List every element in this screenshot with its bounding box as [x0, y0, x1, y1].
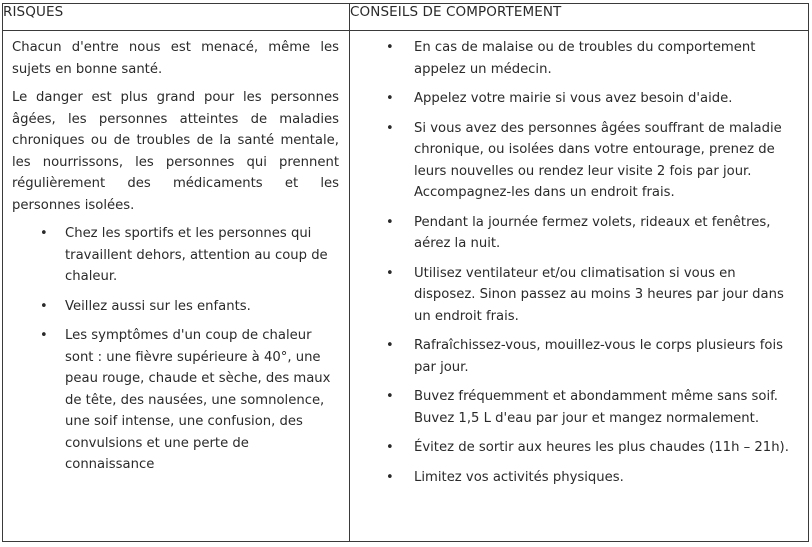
advice-bullet-text: En cas de malaise ou de troubles du comportement appelez un médecin.	[414, 40, 756, 77]
advice-bullet-text: Buvez fréquemment et abondamment même sans soif. Buvez 1,5 L d'eau par jour et mangez normalement.	[414, 389, 778, 426]
bullet-icon: •	[40, 226, 48, 241]
bullet-icon: •	[386, 469, 394, 485]
bullet-icon: •	[386, 338, 394, 353]
list-item	[350, 212, 798, 255]
advice-bullet-list	[350, 37, 798, 488]
risks-paragraph: Le danger est plus grand pour les personnes âgées, les personnes atteintes de maladies chroniques ou de troubles de la santé mentale, les nourrissons, les personnes qui prennent régulièrement des médicaments et les personnes isolées.	[12, 90, 339, 213]
advice-bullet-text: Évitez de sortir aux heures les plus chaudes (11h – 21h).	[414, 440, 789, 455]
list-item	[350, 88, 798, 110]
bullet-icon: •	[386, 91, 394, 106]
risks-cell	[3, 31, 350, 542]
list-item	[350, 263, 798, 328]
bullet-icon: •	[386, 120, 394, 136]
bullet-icon: •	[386, 214, 394, 230]
table-body-row	[3, 31, 809, 542]
list-item	[12, 325, 339, 476]
risks-bullet-text: Chez les sportifs et les personnes qui travaillent dehors, attention au coup de chaleur.	[65, 226, 328, 284]
advice-bullet-text: Pendant la journée fermez volets, rideaux et fenêtres, aérez la nuit.	[414, 214, 771, 251]
header-advice: CONSEILS DE COMPORTEMENT	[350, 4, 809, 31]
list-item	[350, 118, 798, 204]
header-risks: RISQUES	[3, 4, 350, 31]
list-item	[350, 335, 798, 378]
list-item	[350, 386, 798, 429]
list-item	[350, 437, 798, 459]
bullet-icon: •	[386, 40, 394, 55]
advice-bullet-text: Rafraîchissez-vous, mouillez-vous le corps plusieurs fois par jour.	[414, 338, 783, 375]
list-item	[350, 467, 798, 489]
bullet-icon: •	[386, 389, 394, 404]
risks-bullet-text: Veillez aussi sur les enfants.	[65, 298, 251, 314]
risks-paragraph: Chacun d'entre nous est menacé, même les sujets en bonne santé.	[12, 40, 339, 77]
bullet-icon: •	[40, 298, 48, 314]
advice-bullet-text: Utilisez ventilateur et/ou climatisation si vous en disposez. Sinon passez au moins 3 heures par jour dans un endroit frais.	[414, 265, 784, 324]
advice-bullet-text: Limitez vos activités physiques.	[414, 469, 624, 485]
advice-cell	[350, 31, 809, 542]
heatwave-table	[2, 3, 809, 542]
list-item	[12, 296, 339, 318]
advice-bullet-text: Appelez votre mairie si vous avez besoin d'aide.	[414, 91, 733, 106]
risks-bullet-list	[12, 223, 339, 476]
bullet-icon: •	[386, 440, 394, 455]
advice-bullet-text: Si vous avez des personnes âgées souffrant de maladie chronique, ou isolées dans votre entourage, prenez de leurs nouvelles ou rendez leur visite 2 fois par jour. Accompagnez-les dans un endroit frais.	[414, 120, 782, 200]
list-item	[350, 37, 798, 80]
bullet-icon: •	[40, 328, 48, 343]
risks-bullet-text: Les symptômes d'un coup de chaleur sont : une fièvre supérieure à 40°, une peau rouge, chaude et sèche, des maux de tête, des nausées, une somnolence, une soif intense, une confusion, des convulsions et une perte de connaissance	[65, 328, 331, 472]
bullet-icon: •	[386, 265, 394, 281]
list-item	[12, 223, 339, 288]
table-header-row	[3, 4, 809, 31]
